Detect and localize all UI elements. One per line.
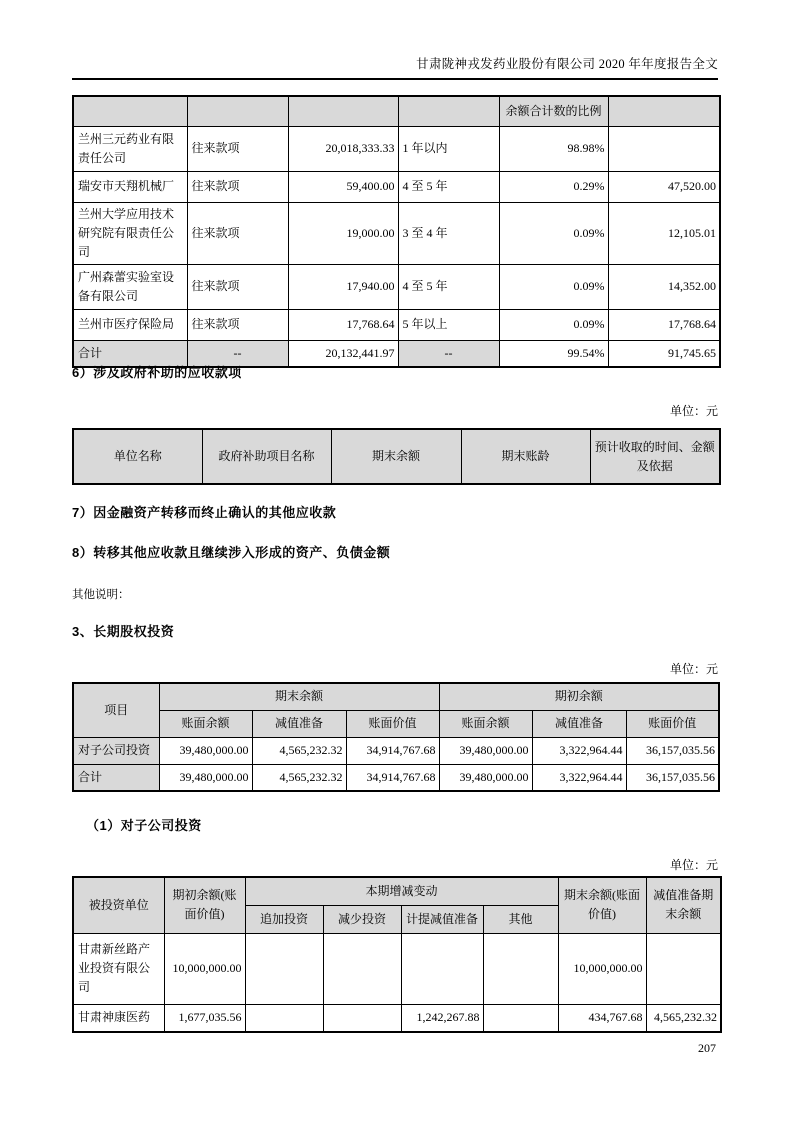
- table-cell: [398, 96, 499, 126]
- table-cell: 减值准备: [532, 710, 626, 737]
- table-cell: 34,914,767.68: [346, 764, 439, 791]
- table-cell: [187, 96, 288, 126]
- table-cell: 10,000,000.00: [164, 933, 245, 1004]
- table-cell: --: [398, 340, 499, 367]
- table-cell: 0.09%: [499, 309, 608, 340]
- section-8-heading: 8）转移其他应收款且继续涉入形成的资产、负债金额: [72, 545, 391, 560]
- table-cell: 59,400.00: [288, 171, 398, 202]
- table-cell: 往来款项: [187, 309, 288, 340]
- table-cell: 98.98%: [499, 126, 608, 171]
- table-cell: 39,480,000.00: [159, 737, 252, 764]
- table-cell: 减值准备: [252, 710, 346, 737]
- table-cell: 余额合计数的比例: [499, 96, 608, 126]
- table-cell: [483, 933, 558, 1004]
- table-cell: 账面余额: [159, 710, 252, 737]
- gov-subsidy-table: [72, 428, 721, 485]
- table-cell: 合计: [73, 764, 159, 791]
- table-cell: 兰州市医疗保险局: [73, 309, 187, 340]
- table-cell: 3 至 4 年: [398, 202, 499, 264]
- table-cell: 往来款项: [187, 171, 288, 202]
- table-cell: 4,565,232.32: [252, 764, 346, 791]
- table-cell: 99.54%: [499, 340, 608, 367]
- table-cell: 期初余额(账面价值): [164, 877, 245, 933]
- table-cell: 政府补助项目名称: [202, 429, 331, 484]
- table-cell: 14,352.00: [608, 264, 720, 309]
- table-cell: 往来款项: [187, 126, 288, 171]
- table-cell: 本期增减变动: [245, 877, 558, 905]
- table-cell: 瑞安市天翔机械厂: [73, 171, 187, 202]
- table-cell: 甘肃神康医药: [73, 1004, 164, 1032]
- page-number: 207: [698, 1041, 716, 1055]
- table-cell: 20,132,441.97: [288, 340, 398, 367]
- table-cell: 4,565,232.32: [646, 1004, 721, 1032]
- subsidiary-investment-table: [72, 876, 722, 1033]
- table-cell: 期末余额: [331, 429, 461, 484]
- table-cell: 减值准备期末余额: [646, 877, 721, 933]
- table-cell: 4 至 5 年: [398, 171, 499, 202]
- table-cell: 0.09%: [499, 202, 608, 264]
- table-cell: [608, 96, 720, 126]
- table-cell: 项目: [73, 683, 159, 737]
- table-cell: [646, 933, 721, 1004]
- table-cell: 434,767.68: [558, 1004, 646, 1032]
- other-note-label: 其他说明：: [72, 589, 130, 601]
- table-cell: 39,480,000.00: [159, 764, 252, 791]
- table-cell: 往来款项: [187, 202, 288, 264]
- table-cell: 期末账龄: [461, 429, 590, 484]
- table-cell: 0.09%: [499, 264, 608, 309]
- table-cell: 3,322,964.44: [532, 764, 626, 791]
- table-cell: 计提减值准备: [401, 905, 483, 933]
- table-cell: 对子公司投资: [73, 737, 159, 764]
- table-cell: 17,768.64: [608, 309, 720, 340]
- table-cell: 4,565,232.32: [252, 737, 346, 764]
- table-cell: 其他: [483, 905, 558, 933]
- table-cell: 39,480,000.00: [439, 764, 532, 791]
- section-3-heading: 3、长期股权投资: [72, 624, 175, 639]
- table-cell: 期初余额: [439, 683, 719, 710]
- table-cell: 4 至 5 年: [398, 264, 499, 309]
- table-cell: 1,677,035.56: [164, 1004, 245, 1032]
- table-cell: [483, 1004, 558, 1032]
- table-cell: 被投资单位: [73, 877, 164, 933]
- table-cell: 91,745.65: [608, 340, 720, 367]
- unit-label-2: 单位：元: [669, 662, 718, 676]
- table-cell: 0.29%: [499, 171, 608, 202]
- unit-label-3: 单位：元: [669, 858, 718, 872]
- long-term-equity-table: [72, 682, 720, 792]
- table-cell: 期末余额: [159, 683, 439, 710]
- table-cell: [245, 933, 323, 1004]
- table-cell: 往来款项: [187, 264, 288, 309]
- table-cell: [323, 1004, 401, 1032]
- table-cell: 账面余额: [439, 710, 532, 737]
- table-cell: 34,914,767.68: [346, 737, 439, 764]
- table-cell: 兰州大学应用技术研究院有限责任公司: [73, 202, 187, 264]
- table-cell: 1,242,267.88: [401, 1004, 483, 1032]
- table-cell: 合计: [73, 340, 187, 367]
- table-cell: 预计收取的时间、金额及依据: [590, 429, 720, 484]
- table-cell: [608, 126, 720, 171]
- table-cell: [323, 933, 401, 1004]
- table-cell: 账面价值: [626, 710, 719, 737]
- table-cell: 1 年以内: [398, 126, 499, 171]
- table-cell: 36,157,035.56: [626, 764, 719, 791]
- table-cell: 3,322,964.44: [532, 737, 626, 764]
- table-cell: 36,157,035.56: [626, 737, 719, 764]
- table-cell: 17,768.64: [288, 309, 398, 340]
- table-cell: 47,520.00: [608, 171, 720, 202]
- page-header: [72, 54, 718, 80]
- unit-label-1: 单位：元: [669, 404, 718, 418]
- section-3-1-heading: （1）对子公司投资: [86, 818, 202, 833]
- table-cell: --: [187, 340, 288, 367]
- table-cell: [288, 96, 398, 126]
- section-6-heading: 6）涉及政府补助的应收款项: [72, 365, 242, 380]
- table-cell: 广州森蕾实验室设备有限公司: [73, 264, 187, 309]
- table-cell: 20,018,333.33: [288, 126, 398, 171]
- table-cell: [401, 933, 483, 1004]
- table-cell: [73, 96, 187, 126]
- table-cell: 17,940.00: [288, 264, 398, 309]
- table-cell: 12,105.01: [608, 202, 720, 264]
- receivables-aging-table: [72, 95, 721, 368]
- table-cell: 39,480,000.00: [439, 737, 532, 764]
- table-cell: 5 年以上: [398, 309, 499, 340]
- section-7-heading: 7）因金融资产转移而终止确认的其他应收款: [72, 505, 337, 520]
- table-cell: 账面价值: [346, 710, 439, 737]
- report-title: 甘肃陇神戎发药业股份有限公司 2020 年年度报告全文: [416, 57, 718, 71]
- table-cell: 甘肃新丝路产业投资有限公司: [73, 933, 164, 1004]
- table-cell: 减少投资: [323, 905, 401, 933]
- table-cell: 10,000,000.00: [558, 933, 646, 1004]
- table-cell: 追加投资: [245, 905, 323, 933]
- table-cell: 兰州三元药业有限责任公司: [73, 126, 187, 171]
- table-cell: 期末余额(账面价值): [558, 877, 646, 933]
- table-cell: 19,000.00: [288, 202, 398, 264]
- table-cell: 单位名称: [73, 429, 202, 484]
- table-cell: [245, 1004, 323, 1032]
